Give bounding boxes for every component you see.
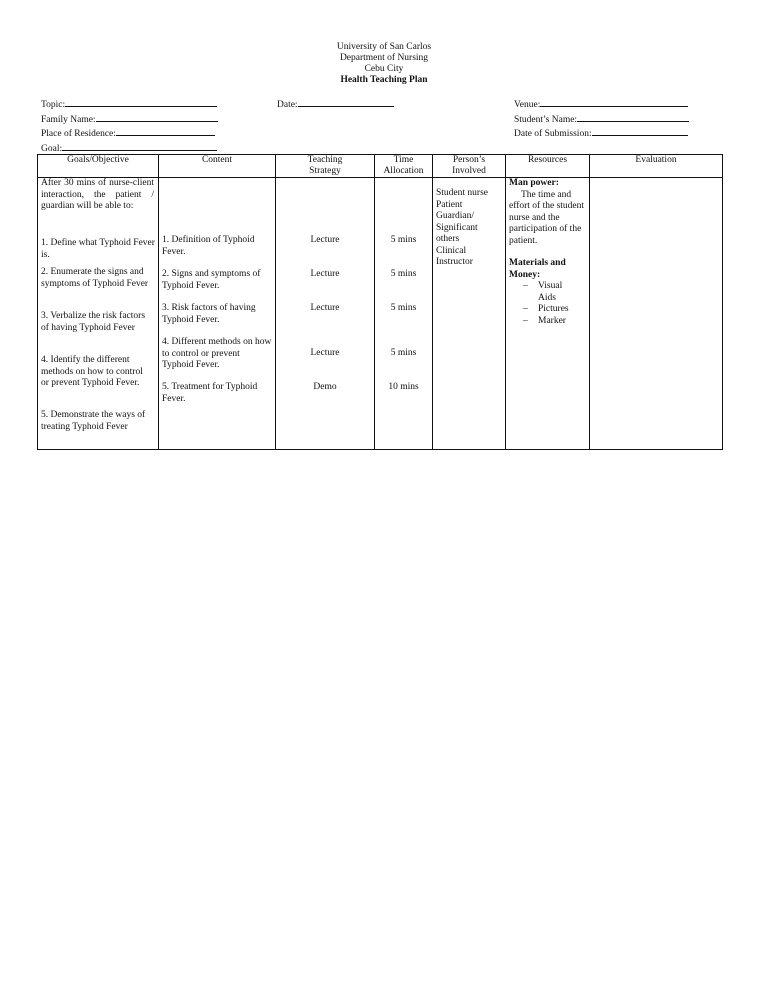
residence-field — [41, 126, 218, 141]
family-name-blank[interactable] — [96, 112, 218, 122]
date-blank[interactable] — [298, 97, 394, 107]
goal-item-1: 1. Define what Typhoid Fever is. — [41, 238, 155, 260]
date-fields — [277, 97, 394, 112]
person-guardian: Guardian/ — [436, 211, 474, 221]
header-time-line2: Allocation — [383, 165, 424, 176]
document-header — [0, 42, 768, 86]
content-cell — [159, 178, 276, 450]
time-cell — [375, 178, 433, 450]
venue-field — [514, 97, 689, 112]
content-item-3: 3. Risk factors of having Typhoid Fever. — [162, 303, 256, 325]
city-name: Cebu City — [364, 64, 404, 74]
header-persons — [433, 155, 506, 178]
strategy-item-2: Lecture — [310, 269, 340, 279]
goal-item-3: 3. Verbalize the risk factors of having Typhoid Fever — [41, 311, 146, 333]
time-item-3: 5 mins — [390, 303, 417, 313]
strategy-cell — [276, 178, 375, 450]
content-item-1: 1. Definition of Typhoid Fever. — [162, 235, 255, 257]
person-significant: Significant — [436, 222, 478, 233]
time-item-5: 10 mins — [388, 382, 419, 392]
header-content: Content — [159, 155, 276, 178]
header-goals: Goals/Objective — [38, 155, 159, 178]
table-row — [38, 178, 723, 450]
header-strategy — [276, 155, 375, 178]
person-instructor: Instructor — [436, 257, 473, 267]
goal-item-4: 4. Identify the different methods on how to control or prevent Typhoid Fever. — [41, 355, 143, 388]
content-item-2: 2. Signs and symptoms of Typhoid Fever. — [162, 269, 261, 291]
table-header-row — [38, 155, 723, 178]
right-fields — [514, 97, 689, 141]
evaluation-cell — [590, 178, 723, 450]
header-strategy-line2: Strategy — [309, 165, 341, 176]
strategy-item-3: Lecture — [310, 303, 340, 313]
header-strategy-line1: Teaching — [307, 155, 343, 165]
left-fields — [41, 97, 218, 155]
person-clinical: Clinical — [436, 245, 467, 256]
submission-date-blank[interactable] — [592, 126, 688, 136]
content-item-4: 4. Different methods on how to control or prevent Typhoid Fever. — [162, 337, 272, 370]
strategy-item-4: Lecture — [310, 348, 340, 358]
family-name-field — [41, 112, 218, 127]
goals-intro: After 30 mins of nurse-client interaction, the patient / guardian will be able to: — [41, 178, 154, 211]
goal-item-5: 5. Demonstrate the ways of treating Typhoid Fever — [41, 410, 146, 432]
materials-list — [509, 281, 587, 327]
goal-blank[interactable] — [62, 141, 217, 151]
family-name-label: Family Name: — [41, 114, 96, 125]
student-name-label: Student’s Name: — [514, 114, 578, 125]
university-name: University of San Carlos — [336, 42, 432, 52]
manpower-text: The time and effort of the student nurse and the participation of the patient. — [509, 189, 585, 246]
manpower-title: Man power: — [509, 178, 559, 188]
header-time — [375, 155, 433, 178]
topic-label: Topic: — [41, 100, 66, 110]
document-title: Health Teaching Plan — [340, 75, 428, 85]
strategy-item-1: Lecture — [310, 235, 340, 245]
person-patient: Patient — [436, 199, 463, 210]
materials-title: Materials and Money: — [509, 258, 566, 280]
venue-label: Venue: — [514, 100, 541, 110]
date-label: Date: — [277, 100, 298, 110]
header-evaluation: Evaluation — [590, 155, 723, 178]
persons-list — [436, 188, 503, 269]
content-item-5: 5. Treatment for Typhoid Fever. — [162, 382, 258, 404]
date-field — [277, 97, 394, 112]
header-persons-line1: Person’s — [452, 155, 486, 165]
venue-blank[interactable] — [540, 97, 688, 107]
evaluation-content — [590, 178, 722, 449]
material-visual-aids: – Visual Aids — [509, 281, 587, 304]
material-pictures: – Pictures — [509, 304, 587, 316]
goal-label: Goal: — [41, 143, 63, 154]
strategy-item-5: Demo — [313, 382, 337, 392]
student-name-blank[interactable] — [577, 112, 689, 122]
goal-field — [41, 141, 218, 156]
time-item-4: 5 mins — [390, 348, 417, 358]
resources-cell — [506, 178, 590, 450]
persons-cell — [433, 178, 506, 450]
submission-date-field — [514, 126, 689, 141]
topic-blank[interactable] — [65, 97, 217, 107]
person-others: others — [436, 234, 460, 244]
time-item-1: 5 mins — [390, 235, 417, 245]
topic-field — [41, 97, 218, 112]
department-name: Department of Nursing — [339, 53, 429, 63]
goal-item-2: 2. Enumerate the signs and symptoms of Typhoid Fever — [41, 267, 149, 289]
header-time-line1: Time — [393, 155, 414, 165]
goals-cell — [38, 178, 159, 450]
residence-label: Place of Residence: — [41, 129, 116, 139]
resources-content — [509, 178, 587, 327]
person-student-nurse: Student nurse — [436, 188, 488, 198]
student-name-field — [514, 112, 689, 127]
time-item-2: 5 mins — [390, 269, 417, 279]
header-persons-line2: Involved — [452, 165, 486, 176]
residence-blank[interactable] — [116, 126, 215, 136]
submission-date-label: Date of Submission: — [514, 129, 592, 139]
teaching-plan-table — [37, 154, 723, 450]
material-marker: – Marker — [509, 316, 587, 328]
header-resources: Resources — [506, 155, 590, 178]
